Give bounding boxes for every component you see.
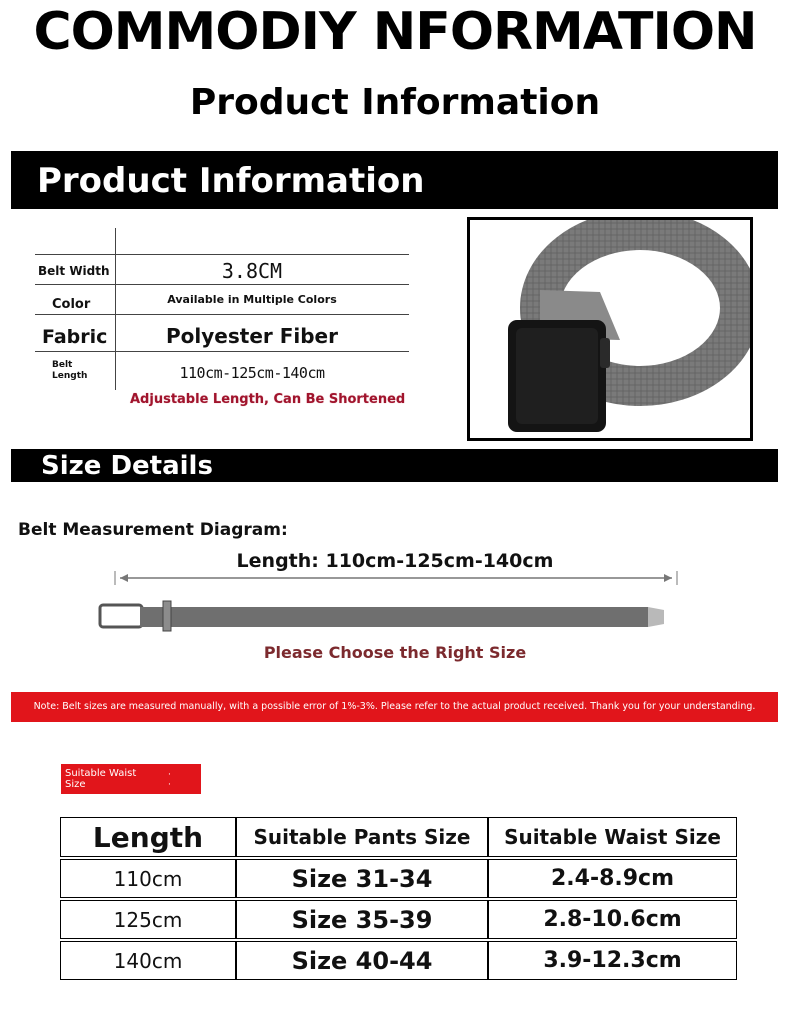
table-row [60, 859, 737, 898]
choose-size-text: Please Choose the Right Size [263, 643, 527, 662]
belt-illustration [470, 220, 750, 438]
measurement-note-banner: Note: Belt sizes are measured manually, with a possible error of 1%-3%. Please refer to the actual product received. Thank you for your understanding. [11, 692, 778, 722]
spec-value-belt-length: 110cm-125cm-140cm [179, 364, 325, 382]
measurement-arrow [115, 571, 677, 585]
cell-waist-size: 2.4-8.9cm [488, 859, 737, 898]
table-row [60, 941, 737, 980]
diagram-label: Belt Measurement Diagram: [18, 520, 288, 540]
spec-table-rule [35, 284, 409, 285]
spec-label-belt-length: Belt Length [52, 360, 88, 381]
header-length: Length [60, 817, 236, 857]
belt-strap-drawing [100, 601, 664, 631]
adjustable-note: Adjustable Length, Can Be Shortened [130, 392, 406, 407]
length-label: Length: 110cm-125cm-140cm [236, 550, 554, 572]
size-table-header [60, 817, 737, 857]
product-info-header [11, 151, 778, 209]
header-waist-size: Suitable Waist Size [488, 817, 737, 857]
cell-pants-size: Size 35-39 [236, 900, 488, 939]
size-table [60, 817, 737, 980]
cell-length: 110cm [60, 859, 236, 898]
cell-length: 125cm [60, 900, 236, 939]
suitable-waist-tag [61, 764, 201, 794]
cell-waist-size: 3.9-12.3cm [488, 941, 737, 980]
cell-pants-size: Size 31-34 [236, 859, 488, 898]
size-details-header [11, 449, 778, 482]
spec-label-color: Color [52, 297, 91, 312]
cell-pants-size: Size 40-44 [236, 941, 488, 980]
spec-table-rule [35, 254, 409, 255]
page-subtitle: Product Information [189, 82, 601, 123]
spec-value-color: Available in Multiple Colors [167, 293, 337, 306]
spec-value-fabric: Polyester Fiber [166, 324, 338, 348]
cell-waist-size: 2.8-10.6cm [488, 900, 737, 939]
waist-tag-dots: · · [168, 770, 171, 790]
table-row [60, 900, 737, 939]
spec-table-rule [35, 351, 409, 352]
belt-measurement-diagram [0, 568, 790, 638]
page-title: COMMODIY NFORMATION [33, 2, 757, 62]
spec-label-fabric: Fabric [42, 326, 108, 348]
spec-table-rule [35, 314, 409, 315]
waist-tag-label: Suitable Waist Size [65, 768, 137, 790]
spec-value-belt-width: 3.8CM [221, 259, 283, 283]
spec-label-belt-width: Belt Width [38, 264, 110, 278]
header-pants-size: Suitable Pants Size [236, 817, 488, 857]
product-info-heading: Product Information [37, 161, 425, 201]
belt-photo [467, 217, 753, 441]
size-details-heading: Size Details [41, 451, 213, 481]
cell-length: 140cm [60, 941, 236, 980]
